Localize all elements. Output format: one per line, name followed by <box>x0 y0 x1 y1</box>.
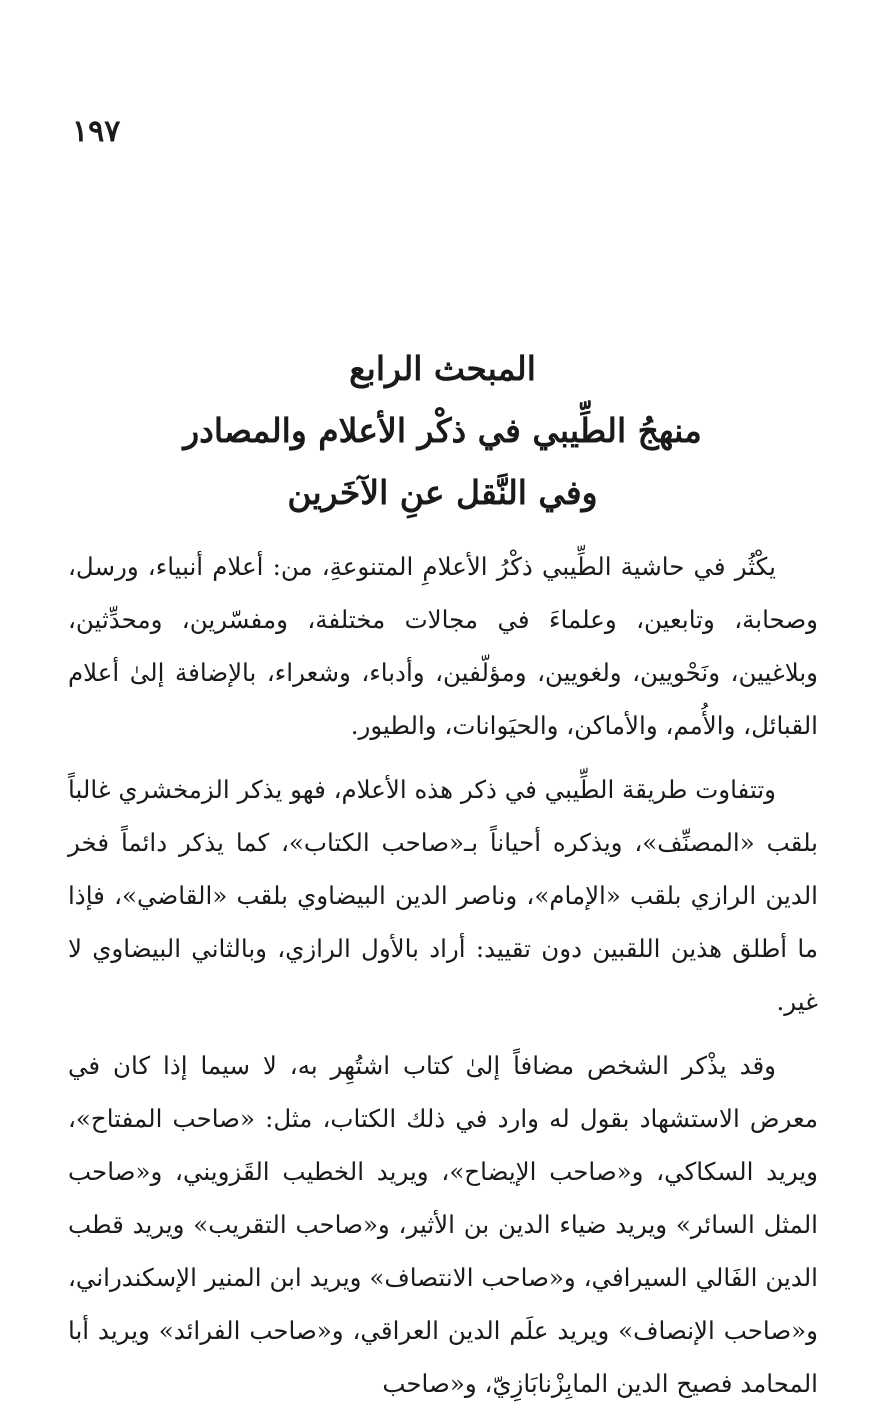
paragraph-2: وتتفاوت طريقة الطِّيبي في ذكر هذه الأعلام، فهو يذكر الزمخشري غالباً بلقب «المصنِّف»، ويذكره أحياناً بـ«صاحب الكتاب»، كما يذكر دائماً فخر الدين الرازي بلقب «الإمام»، وناصر الدين البيضاوي بلقب «القاضي»، فإذا ما أطلق هذين اللقبين دون تقييد: أراد بالأول الرازي، وبالثاني البيضاوي لا غير. <box>68 775 818 1016</box>
paragraph-1: يكْثُر في حاشية الطِّيبي ذكْرُ الأعلامِ المتنوعةِ، من: أعلام أنبياء، ورسل، وصحابة، وتابعين، وعلماءَ في مجالات مختلفة، ومفسّرين، ومحدِّثين، وبلاغيين، ونَحْويين، ولغويين، ومؤلّفين، وأدباء، وشعراء، بالإضافة إلىٰ أعلام القبائل، والأُمم، والأماكن، والحيَوانات، والطيور. <box>68 552 818 740</box>
heading-line-3: وفي النَّقل عنِ الآخَرين <box>287 473 598 512</box>
page-number: ١٩٧ <box>72 114 121 149</box>
paragraph-3: وقد يذْكر الشخص مضافاً إلىٰ كتاب اشتُهِر به، لا سيما إذا كان في معرض الاستشهاد بقول له وارد في ذلك الكتاب، مثل: «صاحب المفتاح»، ويريد السكاكي، و«صاحب الإيضاح»، ويريد الخطيب القَزويني، و«صاحب المثل السائر» ويريد ضياء الدين بن الأثير، و«صاحب التقريب» ويريد قطب الدين الفَالي السيرافي، و«صاحب الانتصاف» ويريد ابن المنير الإسكندراني، و«صاحب الإنصاف» ويريد علَم الدين العراقي، و«صاحب الفرائد» ويريد أبا المحامد فصيح الدين المابِزْنابَازِيّ، و«صاحب <box>68 1051 818 1398</box>
heading-line-1: المبحث الرابع <box>349 349 536 388</box>
heading-line-2: منهجُ الطِّيبي في ذكْر الأعلام والمصادر <box>183 411 702 450</box>
body-text <box>68 540 818 1421</box>
section-heading <box>60 338 825 524</box>
